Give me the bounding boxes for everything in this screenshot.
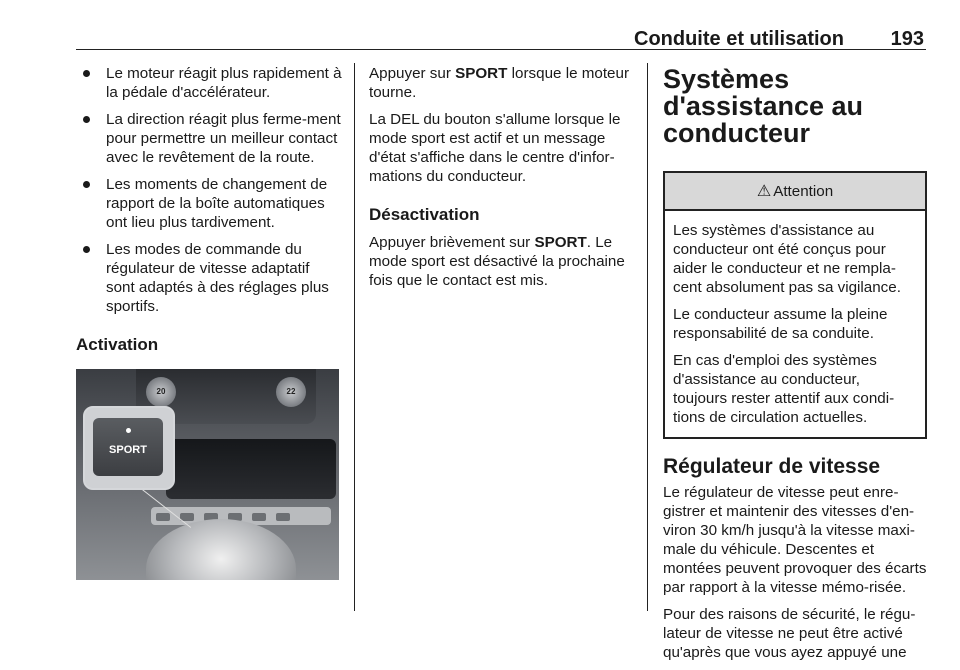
attention-box — [663, 171, 927, 439]
paragraph: Les systèmes d'assistance au conducteur ont été conçus pour aider le conducteur et ne rempla-cent absolument pas sa vigilance. — [673, 222, 901, 296]
attention-body — [665, 211, 925, 437]
sport-button-callout — [83, 406, 175, 490]
sport-button-figure — [76, 369, 339, 580]
storage-tray — [166, 439, 336, 499]
header-title: Conduite et utilisation — [634, 28, 844, 50]
feature-bullet-list — [76, 64, 342, 316]
bullet-item: Le moteur réagit plus rapidement à la pédale d'accélérateur. — [76, 64, 342, 102]
temperature-knob-left: 20 — [146, 377, 176, 407]
column-divider-2 — [647, 63, 648, 611]
deactivation-heading: Désactivation — [369, 205, 480, 224]
paragraph: La DEL du bouton s'allume lorsque le mode sport est actif et un message d'état s'affiche dans le centre d'infor-mations du conducteur. — [369, 111, 621, 185]
sport-button-label: SPORT — [109, 444, 147, 456]
led-indicator — [126, 428, 131, 433]
temperature-knob-right: 22 — [276, 377, 306, 407]
paragraph: Le conducteur assume la pleine responsabilité de sa conduite. — [673, 306, 888, 342]
sport-keyword: SPORT — [534, 234, 587, 251]
section-title: Systèmes d'assistance au conducteur — [663, 64, 864, 148]
gear-shifter — [146, 519, 296, 580]
sport-keyword: SPORT — [455, 65, 508, 82]
attention-label: Attention — [773, 182, 834, 200]
sport-button — [93, 418, 163, 476]
page-header — [76, 0, 926, 50]
column-1 — [76, 64, 342, 580]
column-divider-1 — [354, 63, 355, 611]
cruise-control-heading: Régulateur de vitesse — [663, 455, 881, 478]
attention-header — [665, 173, 925, 211]
column-2 — [369, 64, 635, 298]
bullet-item: Les modes de commande du régulateur de vitesse adaptatif sont adaptés à des réglages plus sportifs. — [76, 240, 342, 316]
paragraph: Pour des raisons de sécurité, le régu-lateur de vitesse ne peut être activé qu'après que vous ayez appuyé une — [663, 606, 916, 661]
paragraph: Appuyer brièvement sur SPORT. Le mode sport est désactivé la prochaine fois que le contact est mis. — [369, 234, 625, 289]
activation-heading: Activation — [76, 335, 159, 354]
bullet-item: Les moments de changement de rapport de la boîte automatiques ont lieu plus tardivement. — [76, 175, 342, 232]
paragraph: En cas d'emploi des systèmes d'assistance au conducteur, toujours rester attentif aux condi-tions de circulation actuelles. — [673, 352, 895, 426]
paragraph: Le régulateur de vitesse peut enre-gistrer et maintenir des vitesses d'en-viron 30 km/h jusqu'à la vitesse maxi-male du véhicule. Descentes et montées peuvent provoquer des écarts par rapport à la vitesse mémo-risée. — [663, 484, 927, 596]
page-number: 193 — [890, 28, 924, 50]
column-3 — [663, 64, 927, 670]
bullet-item: La direction réagit plus ferme-ment pour permettre un meilleur contact avec le revêtement de la route. — [76, 110, 342, 167]
paragraph: Appuyer sur SPORT lorsque le moteur tourne. — [369, 65, 629, 101]
warning-triangle-icon: ⚠ — [756, 182, 772, 200]
